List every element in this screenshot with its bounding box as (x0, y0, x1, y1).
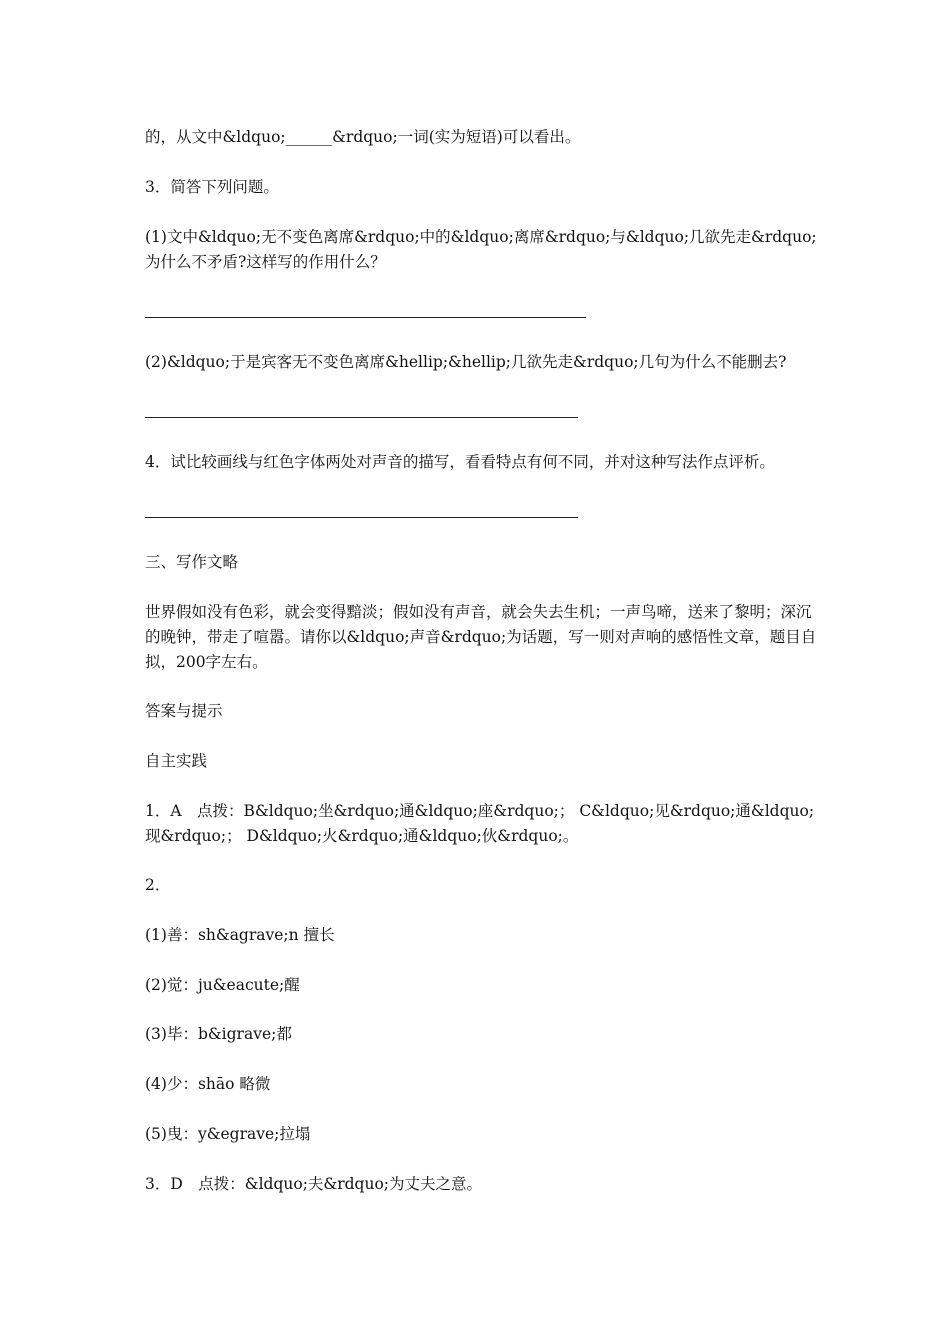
answer-line-3 (145, 517, 578, 518)
answer-3: 3．D 点拨：&ldquo;夫&rdquo;为丈夫之意。 (145, 1175, 483, 1193)
answer-2-1: (1)善：sh&agrave;n 擅长 (145, 926, 335, 944)
answer-line-2 (145, 417, 578, 418)
answer-1: 1．A 点拨：B&ldquo;坐&rdquo;通&ldquo;座&rdquo;； C&ldquo;见&rdquo;通&ldquo;现&rdquo;； D&ldquo;火&rdquo;通&ldquo;伙&rdquo;。 (145, 802, 815, 845)
paragraph-blank-phrase: 的，从文中&ldquo;______&rdquo;一词(实为短语)可以看出。 (145, 128, 581, 146)
self-practice-heading: 自主实践 (145, 752, 208, 770)
question-3-heading: 3．简答下列问题。 (145, 178, 279, 196)
answer-2-heading: 2． (145, 876, 171, 894)
question-3-2: (2)&ldquo;于是宾客无不变色离席&hellip;&hellip;几欲先走&rdquo;几句为什么不能删去? (145, 353, 787, 371)
answer-line-1 (145, 317, 586, 318)
answer-2-5: (5)曳：y&egrave;拉塌 (145, 1125, 311, 1143)
answer-2-4: (4)少：shāo 略微 (145, 1075, 271, 1093)
answer-2-3: (3)毕：b&igrave;都 (145, 1025, 292, 1043)
section-3-heading: 三、写作文略 (145, 553, 239, 571)
question-4: 4．试比较画线与红色字体两处对声音的描写，看看特点有何不同，并对这种写法作点评析。 (145, 453, 775, 471)
answer-2-2: (2)觉：ju&eacute;醒 (145, 976, 300, 994)
question-3-1: (1)文中&ldquo;无不变色离席&rdquo;中的&ldquo;离席&rdquo;与&ldquo;几欲先走&rdquo;为什么不矛盾?这样写的作用什么？ (145, 228, 817, 271)
answers-heading: 答案与提示 (145, 702, 223, 720)
writing-prompt: 世界假如没有色彩，就会变得黯淡；假如没有声音，就会失去生机；一声鸟啼，送来了黎明；深沉的晚钟，带走了喧嚣。请你以&ldquo;声音&rdquo;为话题，写一则对声响的感悟性文章，题目自拟，200字左右。 (145, 603, 817, 671)
